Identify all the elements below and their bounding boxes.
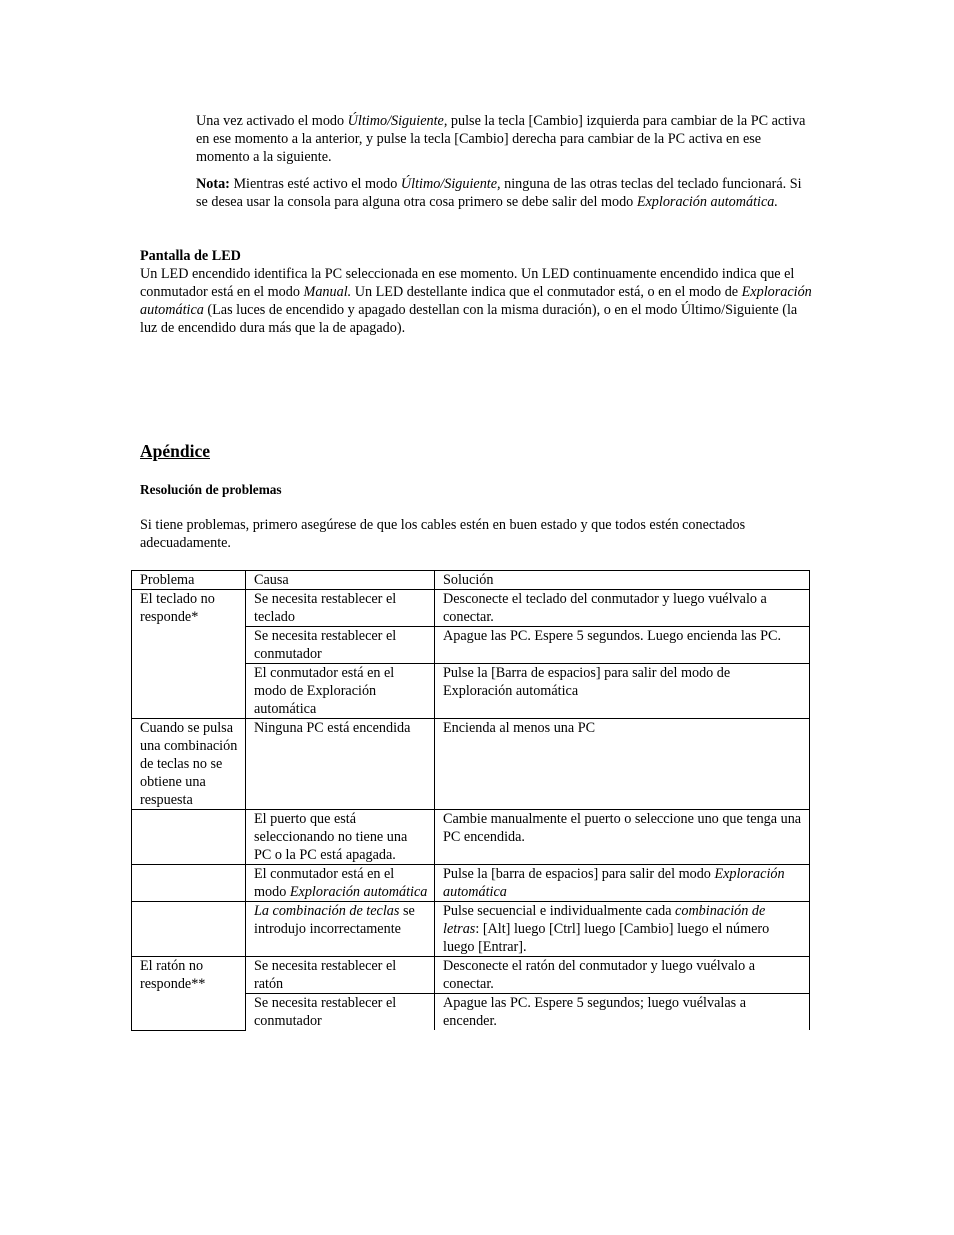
led-heading: Pantalla de LED <box>140 248 241 264</box>
header-solution: Solución <box>435 571 810 590</box>
cause-cell: Se necesita restablecer el ratón <box>246 957 435 994</box>
switch-mode-paragraph: Una vez activado el modo Último/Siguiente, pulse la tecla [Cambio] izquierda para cambiar de la PC activa en ese momento a la anterior, y pulse la tecla [Cambio] derecha para cambiar de la PC activa en ese momento a la siguiente. <box>196 113 806 165</box>
solution-cell: Cambie manualmente el puerto o seleccione uno que tenga una PC encendida. <box>435 810 810 865</box>
table-row <box>132 957 810 994</box>
header-problem: Problema <box>132 571 246 590</box>
solution-cell: Desconecte el ratón del conmutador y luego vuélvalo a conectar. <box>435 957 810 994</box>
troubleshooting-intro: Si tiene problemas, primero asegúrese de que los cables estén en buen estado y que todos estén conectados adecuadamente. <box>140 517 746 551</box>
cause-cell: El conmutador está en el modo Exploración automática <box>246 865 435 902</box>
header-cause: Causa <box>246 571 435 590</box>
led-paragraph: Un LED encendido identifica la PC seleccionada en ese momento. Un LED continuamente encendido indica que el conmutador está en el modo Manual. Un LED destellante indica que el conmutador está, o en el modo de Exploración automática (Las luces de encendido y apagado destellan con la misma duración), o en el modo Último/Siguiente (la luz de encendido dura más que la de apagado). <box>140 266 812 336</box>
table-row <box>132 590 810 627</box>
problem-cell <box>132 865 246 902</box>
troubleshooting-table <box>131 570 810 1031</box>
problem-cell <box>132 810 246 865</box>
cause-cell: Se necesita restablecer el conmutador <box>246 994 435 1031</box>
solution-cell: Pulse la [Barra de espacios] para salir del modo de Exploración automática <box>435 664 810 719</box>
appendix-title: Apéndice <box>140 441 210 461</box>
problem-cell: El teclado no responde* <box>132 590 246 719</box>
cause-cell: Ninguna PC está encendida <box>246 719 435 810</box>
table-row <box>132 719 810 810</box>
solution-cell: Encienda al menos una PC <box>435 719 810 810</box>
table-row <box>132 810 810 865</box>
led-display-section <box>140 247 812 337</box>
table-row <box>132 902 810 957</box>
table-header-row <box>132 571 810 590</box>
cause-cell: El conmutador está en el modo de Exploración automática <box>246 664 435 719</box>
solution-cell: Apague las PC. Espere 5 segundos. Luego encienda las PC. <box>435 627 810 664</box>
solution-cell: Apague las PC. Espere 5 segundos; luego vuélvalas a encender. <box>435 994 810 1031</box>
cause-cell: Se necesita restablecer el teclado <box>246 590 435 627</box>
troubleshooting-title: Resolución de problemas <box>140 482 282 497</box>
cause-cell: La combinación de teclas se introdujo incorrectamente <box>246 902 435 957</box>
table-row <box>132 865 810 902</box>
cause-cell: Se necesita restablecer el conmutador <box>246 627 435 664</box>
indented-paragraphs <box>196 112 808 211</box>
solution-cell: Pulse la [barra de espacios] para salir del modo Exploración automática <box>435 865 810 902</box>
problem-cell: El ratón no responde** <box>132 957 246 1031</box>
problem-cell <box>132 902 246 957</box>
note-paragraph: Nota: Mientras esté activo el modo Último/Siguiente, ninguna de las otras teclas del teclado funcionará. Si se desea usar la consola para alguna otra cosa primero se debe salir del modo Exploración automática. <box>196 176 802 210</box>
problem-cell: Cuando se pulsa una combinación de teclas no se obtiene una respuesta <box>132 719 246 810</box>
solution-cell: Desconecte el teclado del conmutador y luego vuélvalo a conectar. <box>435 590 810 627</box>
cause-cell: El puerto que está seleccionando no tiene una PC o la PC está apagada. <box>246 810 435 865</box>
solution-cell: Pulse secuencial e individualmente cada combinación de letras: [Alt] luego [Ctrl] luego [Cambio] luego el número luego [Entrar]. <box>435 902 810 957</box>
